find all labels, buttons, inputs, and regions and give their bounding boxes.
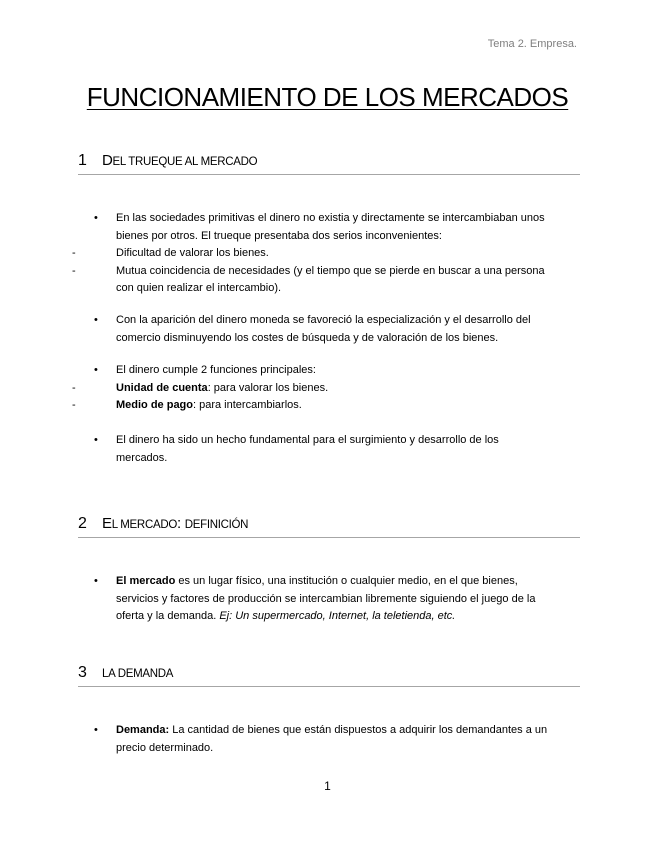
bullet-icon: • (94, 212, 98, 224)
bullet-icon: • (94, 575, 98, 587)
list-item: • El mercado es un lugar físico, una institución o cualquier medio, en el que bienes, (94, 573, 584, 591)
running-header: Tema 2. Empresa. (487, 38, 577, 50)
section-heading-1 (78, 152, 580, 175)
paragraph-dinero-moneda: • Con la aparición del dinero moneda se favoreció la especialización y el desarrollo del comercio disminuyendo los costes de búsqueda y de valoración de los bienes. (94, 312, 584, 347)
list-item: • El dinero cumple 2 funciones principales: (94, 362, 584, 380)
section-number: 1 (78, 152, 87, 169)
section-heading-3 (78, 664, 580, 687)
bullet-icon: • (94, 314, 98, 326)
dash-icon: - (72, 399, 76, 411)
list-item: • En las sociedades primitivas el dinero no existia y directamente se intercambiaban unos (94, 210, 584, 228)
paragraph-demanda: • Demanda: La cantidad de bienes que están dispuestos a adquirir los demandantes a un precio determinado. (94, 722, 584, 757)
bullet-icon: • (94, 724, 98, 736)
section-heading-2 (78, 515, 580, 538)
section-number: 2 (78, 515, 87, 532)
section-title: DEL TRUEQUE AL MERCADO (102, 152, 258, 169)
section-title: LA DEMANDA (102, 668, 174, 680)
paragraph-mercado-definicion: • El mercado es un lugar físico, una institución o cualquier medio, en el que bienes, servicios y factores de producción se intercambian libremente siguiendo el juego de la oferta y la demanda. Ej: Un supermercado, Internet, la teletienda, etc. (94, 573, 584, 626)
section-title: EL MERCADO: DEFINICIÓN (102, 515, 249, 532)
list-item: - Medio de pago: para intercambiarlos. (72, 397, 584, 415)
dash-icon: - (72, 264, 76, 277)
paragraph-trueque: • En las sociedades primitivas el dinero no existia y directamente se intercambiaban unos bienes por otros. El trueque presentaba dos serios inconvenientes: - Dificultad de valorar los bienes. - Mutua coincidencia de necesidades (y el tiempo que se pierde en buscar a una persona con quien realizar el intercambio). (94, 210, 584, 298)
list-item: • El dinero ha sido un hecho fundamental para el surgimiento y desarrollo de los (94, 432, 584, 450)
list-item: - Unidad de cuenta: para valorar los bienes. (72, 380, 584, 398)
bullet-icon: • (94, 364, 98, 376)
section-number: 3 (78, 664, 87, 681)
list-item: - Dificultad de valorar los bienes. (72, 245, 584, 263)
page-number: 1 (324, 779, 331, 793)
dash-icon: - (72, 247, 76, 259)
document-title: FUNCIONAMIENTO DE LOS MERCADOS (86, 82, 569, 112)
list-item: • Demanda: La cantidad de bienes que están dispuestos a adquirir los demandantes a un (94, 722, 584, 740)
bullet-icon: • (94, 434, 98, 446)
dash-icon: - (72, 381, 76, 394)
paragraph-funciones (72, 362, 584, 415)
paragraph-hecho-fundamental: • El dinero ha sido un hecho fundamental para el surgimiento y desarrollo de los mercados. (94, 432, 584, 467)
list-item: • Con la aparición del dinero moneda se favoreció la especialización y el desarrollo del (94, 312, 584, 330)
list-item: - Mutua coincidencia de necesidades (y el tiempo que se pierde en buscar a una persona (72, 263, 584, 281)
